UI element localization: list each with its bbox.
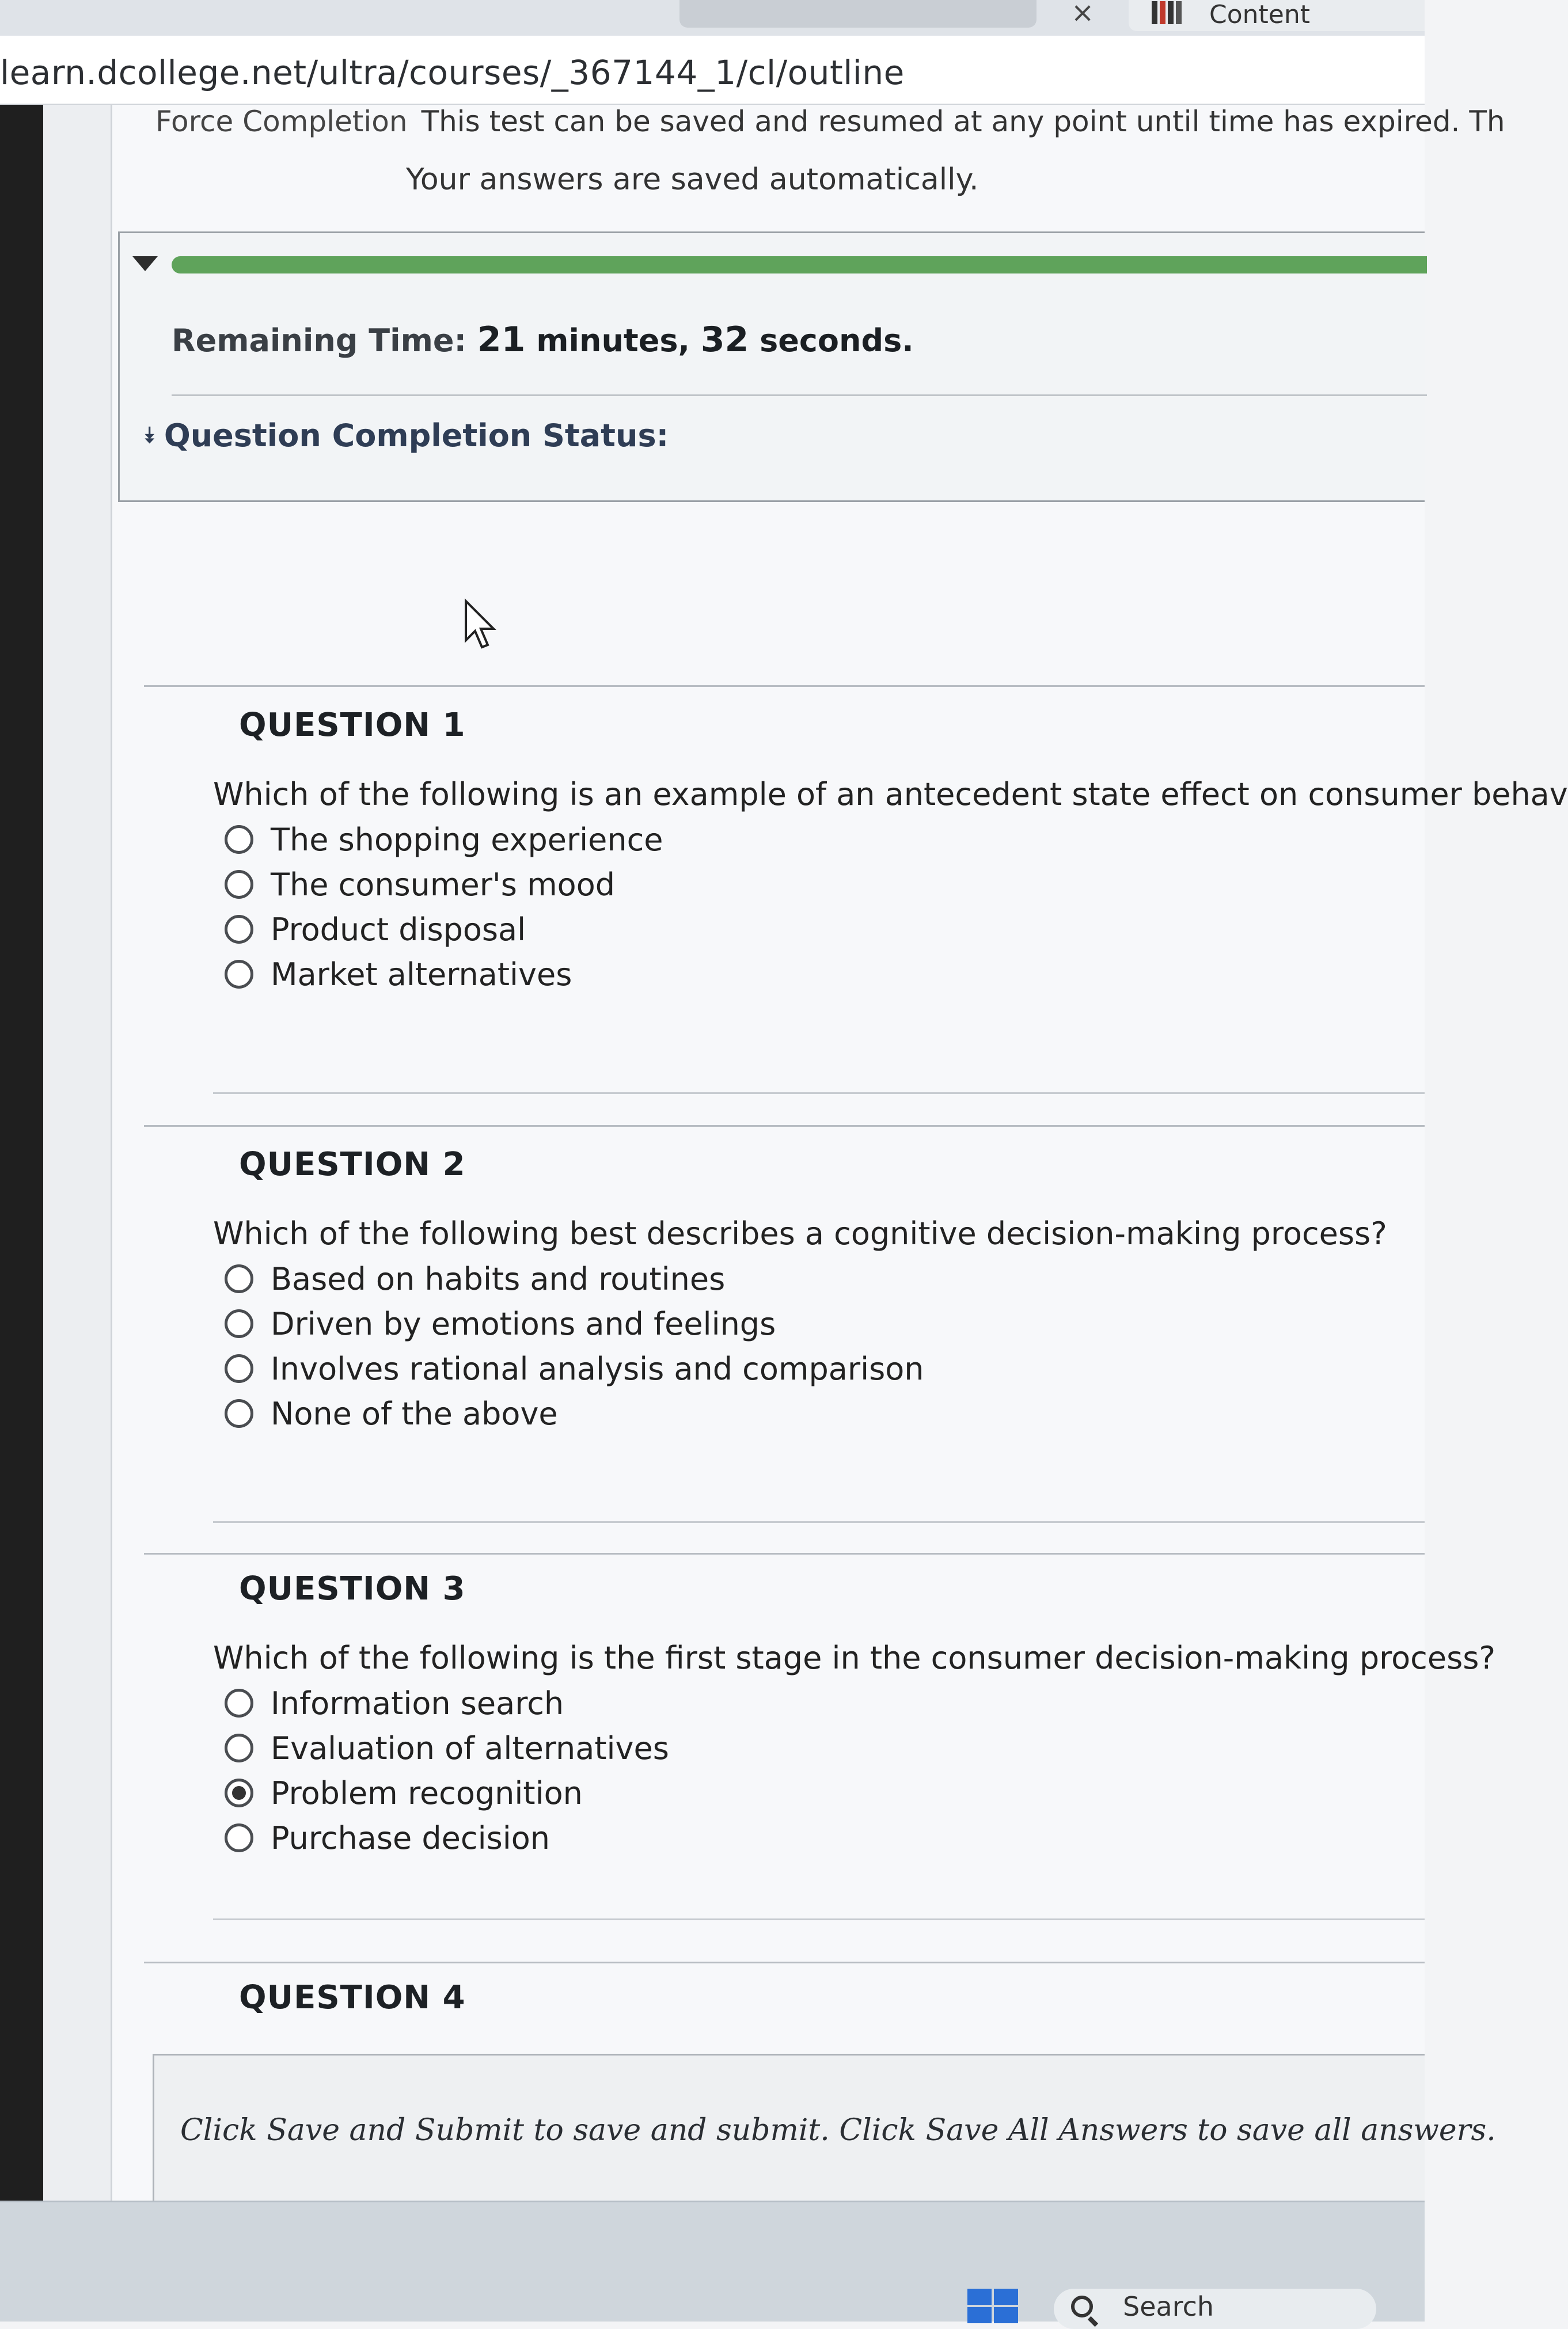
question-completion-status[interactable] bbox=[143, 417, 669, 454]
radio-button[interactable] bbox=[225, 1309, 253, 1338]
option-label[interactable]: Driven by emotions and feelings bbox=[271, 1305, 776, 1342]
answer-options bbox=[213, 817, 1425, 997]
remaining-time bbox=[172, 320, 914, 360]
question-divider bbox=[144, 1553, 1425, 1555]
time-progress-bar bbox=[172, 256, 1427, 273]
option-label[interactable]: The consumer's mood bbox=[271, 866, 616, 903]
radio-button[interactable] bbox=[225, 960, 253, 989]
url-text[interactable]: learn.dcollege.net/ultra/courses/_367144_1/cl/outline bbox=[0, 53, 905, 92]
test-content-area bbox=[112, 105, 1568, 2201]
answer-option[interactable] bbox=[225, 907, 1425, 952]
test-instructions bbox=[155, 105, 1505, 138]
question-bottom-rule bbox=[213, 1092, 1425, 1094]
option-label[interactable]: Problem recognition bbox=[271, 1775, 583, 1811]
remaining-minutes: 21 bbox=[477, 320, 526, 360]
tab-label-content[interactable]: Content bbox=[1209, 0, 1310, 29]
mouse-cursor-icon bbox=[464, 599, 498, 651]
radio-button[interactable] bbox=[225, 1823, 253, 1852]
question-divider bbox=[144, 1962, 1425, 1963]
answer-options bbox=[213, 1256, 1425, 1436]
question-text: Which of the following best describes a cognitive decision-making process? bbox=[213, 1215, 1387, 1252]
question-bottom-rule bbox=[213, 1918, 1425, 1920]
radio-button[interactable] bbox=[225, 825, 253, 854]
collapse-triangle-icon[interactable] bbox=[132, 256, 158, 271]
question-1 bbox=[213, 706, 1568, 997]
left-margin-panel bbox=[43, 105, 112, 2201]
content-tab-icon bbox=[1152, 1, 1186, 24]
radio-button-selected[interactable] bbox=[225, 1779, 253, 1807]
radio-button[interactable] bbox=[225, 1354, 253, 1383]
answer-options bbox=[213, 1681, 1425, 1860]
question-title: QUESTION 1 bbox=[239, 706, 466, 744]
submit-instructions: Click Save and Submit to save and submit. Click Save All Answers to save all answers. bbox=[180, 2113, 1496, 2148]
submit-instructions-panel bbox=[153, 2054, 1496, 2215]
force-completion-text: This test can be saved and resumed at any point until time has expired. Th bbox=[421, 105, 1505, 138]
option-label[interactable]: Information search bbox=[271, 1685, 564, 1722]
question-text: Which of the following is an example of an antecedent state effect on consumer behav bbox=[213, 776, 1568, 812]
completion-status-label[interactable]: Question Completion Status: bbox=[164, 417, 669, 454]
radio-button[interactable] bbox=[225, 1399, 253, 1428]
option-label[interactable]: The shopping experience bbox=[271, 821, 663, 858]
radio-button[interactable] bbox=[225, 1734, 253, 1762]
answer-option[interactable] bbox=[225, 1346, 1425, 1391]
force-completion-label: Force Completion bbox=[155, 105, 408, 138]
browser-tab[interactable] bbox=[679, 0, 1037, 28]
option-label[interactable]: Evaluation of alternatives bbox=[271, 1730, 669, 1766]
option-label[interactable]: Product disposal bbox=[271, 911, 526, 948]
timer-panel bbox=[118, 231, 1425, 502]
question-4 bbox=[213, 1979, 1425, 2016]
question-3 bbox=[213, 1570, 1496, 1860]
radio-button[interactable] bbox=[225, 915, 253, 944]
question-title: QUESTION 2 bbox=[239, 1146, 466, 1183]
answer-option[interactable] bbox=[225, 1256, 1425, 1301]
answer-option[interactable] bbox=[225, 1301, 1425, 1346]
expand-chevron-icon[interactable]: ⯯ bbox=[143, 423, 156, 448]
radio-button[interactable] bbox=[225, 1689, 253, 1718]
question-divider bbox=[144, 685, 1425, 687]
windows-start-icon[interactable] bbox=[967, 2289, 1019, 2323]
search-icon bbox=[1071, 2296, 1093, 2317]
question-bottom-rule bbox=[213, 1521, 1425, 1523]
browser-tab-bar bbox=[0, 0, 1425, 36]
answer-option[interactable] bbox=[225, 1391, 1425, 1436]
left-dark-frame bbox=[0, 105, 43, 2201]
option-label[interactable]: Based on habits and routines bbox=[271, 1260, 726, 1297]
question-text: Which of the following is the first stage in the consumer decision-making process? bbox=[213, 1640, 1496, 1676]
answer-option[interactable] bbox=[225, 1815, 1425, 1860]
close-tab-icon[interactable]: × bbox=[1071, 0, 1095, 29]
os-taskbar bbox=[0, 2201, 1425, 2322]
answer-option[interactable] bbox=[225, 862, 1425, 907]
answer-option[interactable] bbox=[225, 1681, 1425, 1726]
option-label[interactable]: Involves rational analysis and comparison bbox=[271, 1350, 924, 1387]
remaining-time-label: Remaining Time: bbox=[172, 322, 467, 359]
divider bbox=[172, 394, 1427, 396]
radio-button[interactable] bbox=[225, 1264, 253, 1293]
option-label[interactable]: None of the above bbox=[271, 1395, 558, 1432]
taskbar-search[interactable] bbox=[1054, 2289, 1376, 2329]
taskbar-search-label[interactable]: Search bbox=[1123, 2291, 1214, 2322]
question-title: QUESTION 4 bbox=[239, 1979, 466, 2016]
option-label[interactable]: Purchase decision bbox=[271, 1819, 550, 1856]
option-label[interactable]: Market alternatives bbox=[271, 956, 572, 993]
question-2 bbox=[213, 1146, 1425, 1436]
seconds-unit: seconds. bbox=[760, 322, 914, 359]
address-bar[interactable] bbox=[0, 36, 1425, 105]
answer-option[interactable] bbox=[225, 1726, 1425, 1771]
question-divider bbox=[144, 1125, 1425, 1127]
answer-option[interactable] bbox=[225, 952, 1425, 997]
question-title: QUESTION 3 bbox=[239, 1570, 466, 1608]
remaining-seconds: 32 bbox=[700, 320, 749, 360]
answer-option[interactable] bbox=[225, 1771, 1425, 1815]
minutes-unit: minutes, bbox=[536, 322, 690, 359]
radio-button[interactable] bbox=[225, 870, 253, 899]
answer-option[interactable] bbox=[225, 817, 1425, 862]
autosave-note: Your answers are saved automatically. bbox=[406, 162, 979, 197]
